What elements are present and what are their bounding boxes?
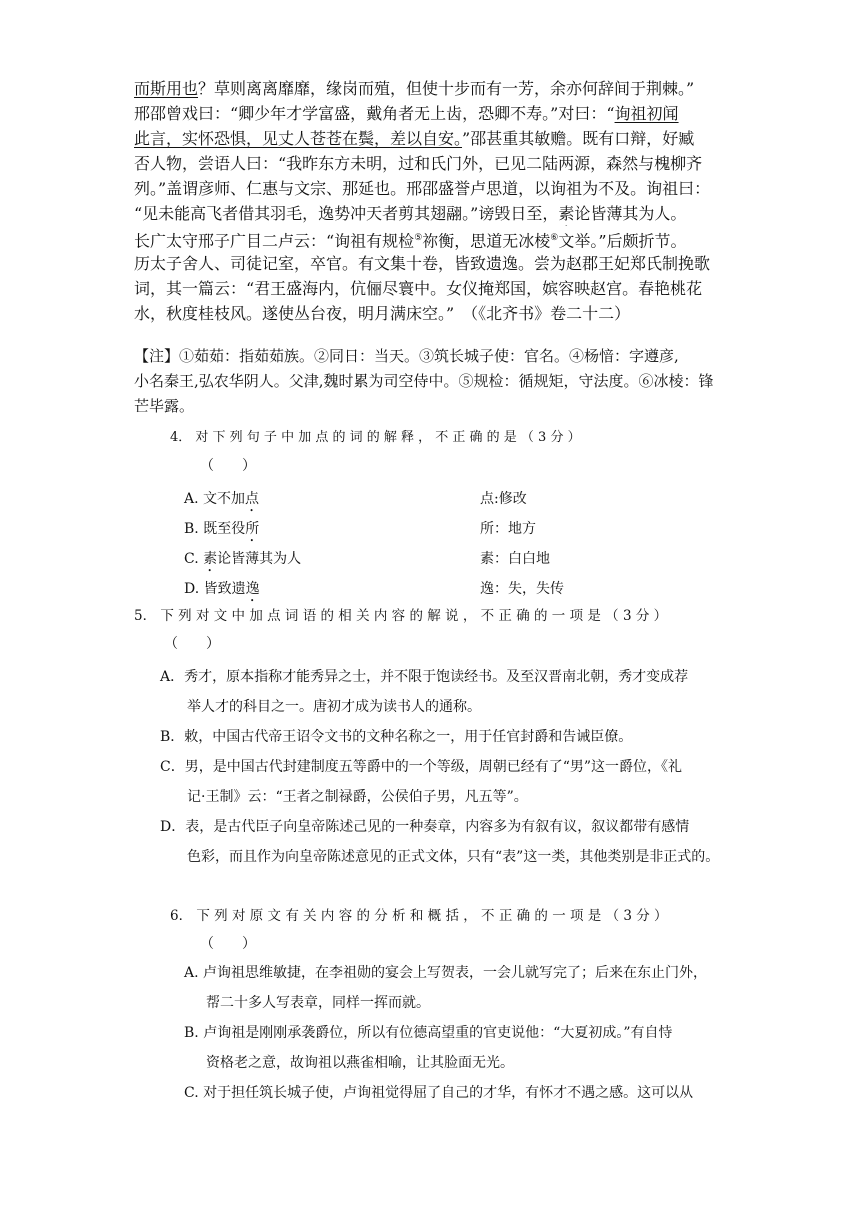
passage-line: 长广太守邢子广目二卢云：“询祖有规检⑤祢衡，思道无冰棱⑥文举。”后颇折节。 xyxy=(134,231,687,251)
option-d-explanation: 逸：失，失传 xyxy=(480,581,564,597)
passage-line: 否人物，尝语人曰：“我昨东方未明，过和氏门外，已见二陆两源，森然与槐柳齐 xyxy=(134,154,703,173)
passage-line: 词，其一篇云：“君王盛海内，伉俪尽寰中。女仪掩郑国，嫔容映赵宫。春艳桃花 xyxy=(134,279,703,298)
underlined-text: 询祖初闻 xyxy=(614,104,679,123)
answer-blank: （ ） xyxy=(200,936,256,952)
question-6 xyxy=(170,906,668,954)
option-a: A. 文不加点 xyxy=(184,491,260,507)
answer-blank: （ ） xyxy=(164,636,220,652)
passage-line: 列。”盖谓彦师、仁惠与文宗、那延也。邢邵盛誉卢思道，以询祖为不及。询祖曰： xyxy=(134,179,711,198)
option-a-explanation: 点:修改 xyxy=(480,491,527,507)
option-c: C. 对于担任筑长城子使，卢询祖觉得屈了自己的才华，有怀才不遇之感。这可以从 xyxy=(184,1085,694,1101)
option-a: A. 卢询祖思维敏捷，在李祖勋的宴会上写贺表，一会儿就写完了；后来在东止门外， 帮二十多人写表章，同样一挥而就。 xyxy=(184,965,708,1011)
option-d: D．表，是古代臣子向皇帝陈述己见的一种奏章，内容多为有叙有议，叙议都带有感情 色彩，而且作为向皇帝陈述意见的正式文体，只有“表”这一类，其他类别是非正式的。 xyxy=(160,819,720,865)
option-a: A．秀才，原本指称才能秀异之士，并不限于饱读经书。及至汉晋南北朝，秀才变成荐 举人才的科目之一。唐初才成为读书人的通称。 xyxy=(160,669,689,715)
passage-line: 而斯用也？草则离离靡靡，缘岗而殖，但使十步而有一芳，余亦何辞间于荆棘。” xyxy=(134,79,695,98)
option-b: B. 既至役所 xyxy=(184,521,260,537)
question-4 xyxy=(170,428,581,476)
passage-line: 水，秋度桂枝风。遂使丛台夜，明月满床空。” （《北齐书》卷二十二） xyxy=(134,304,631,323)
passage-line: 历太子舍人、司徒记室，卒官。有文集十卷，皆致遗逸。尝为赵郡王妃郑氏制挽歌 xyxy=(134,254,711,273)
passage-line: “见未能高飞者借其羽毛，逸势冲天者剪其翅翮。”谤毁日至，素论皆薄其为人。 xyxy=(134,204,687,223)
passage-line: 此言，实怀恐惧，见丈人苍苍在鬓，差以自安。”邵甚重其敏赡。既有口辩，好臧 xyxy=(134,129,695,148)
question-5 xyxy=(134,606,667,654)
passage-line: 邢邵曾戏曰：“卿少年才学富盛，戴角者无上齿，恐卿不寿。”对曰：“询祖初闻 xyxy=(134,104,679,123)
dotted-word: 素 xyxy=(558,204,575,223)
dotted-word: 素 xyxy=(203,551,218,567)
question-stem: 6． 下 列 对 原 文 有 关 内 容 的 分 析 和 概 括 ， 不 正 确 的 一 项 是 （ 3 分 ） xyxy=(170,908,668,924)
footnote-mark: ⑥ xyxy=(550,233,559,243)
option-c: C. 素论皆薄其为人 xyxy=(184,551,302,567)
option-b: B. 卢询祖是刚刚承袭爵位，所以有位德高望重的官吏说他：“大夏初成。”有自恃 资格老之意，故询祖以燕雀相喻，让其脸面无光。 xyxy=(184,1025,673,1071)
option-b: B．敕，中国古代帝王诏令文书的文种名称之一，用于任官封爵和告诫臣僚。 xyxy=(160,729,633,745)
underlined-text: 此言，实怀恐惧，见丈人苍苍在鬓，差以自安。 xyxy=(134,129,463,148)
answer-blank: （ ） xyxy=(200,458,256,474)
question-stem: 4． 对 下 列 句 子 中 加 点 的 词 的 解 释 ， 不 正 确 的 是 （ 3 分 ） xyxy=(170,430,581,445)
option-b-explanation: 所：地方 xyxy=(480,521,536,537)
option-c: C．男，是中国古代封建制度五等爵中的一个等级，周朝已经有了“男”这一爵位，《礼 记·王制》云：“王者之制禄爵，公侯伯子男，凡五等”。 xyxy=(160,759,683,805)
classical-passage xyxy=(134,76,730,326)
note-line: 小名秦王,弘农华阴人。父津,魏时累为司空侍中。⑤规检：循规矩，守法度。⑥冰棱：锋 xyxy=(134,372,714,390)
option-d: D. 皆致遗逸 xyxy=(184,581,260,597)
option-c-explanation: 素：白白地 xyxy=(480,551,550,567)
annotation-notes xyxy=(134,344,730,419)
dotted-word: 点 xyxy=(245,491,260,507)
question-stem: 5． 下 列 对 文 中 加 点 词 语 的 相 关 内 容 的 解 说 ， 不 正 确 的 一 项 是 （ 3 分 ） xyxy=(134,608,668,624)
underlined-text: 而斯用也 xyxy=(134,79,199,98)
footnote-mark: ⑤ xyxy=(414,233,423,243)
dotted-word: 逸 xyxy=(245,581,260,597)
note-line: 【注】①茹茹：指茹茹族。②同日：当天。③筑长城子使：官名。④杨愔：字遵彦, xyxy=(134,347,679,365)
note-line: 芒毕露。 xyxy=(134,397,195,415)
dotted-word: 所 xyxy=(245,521,260,537)
